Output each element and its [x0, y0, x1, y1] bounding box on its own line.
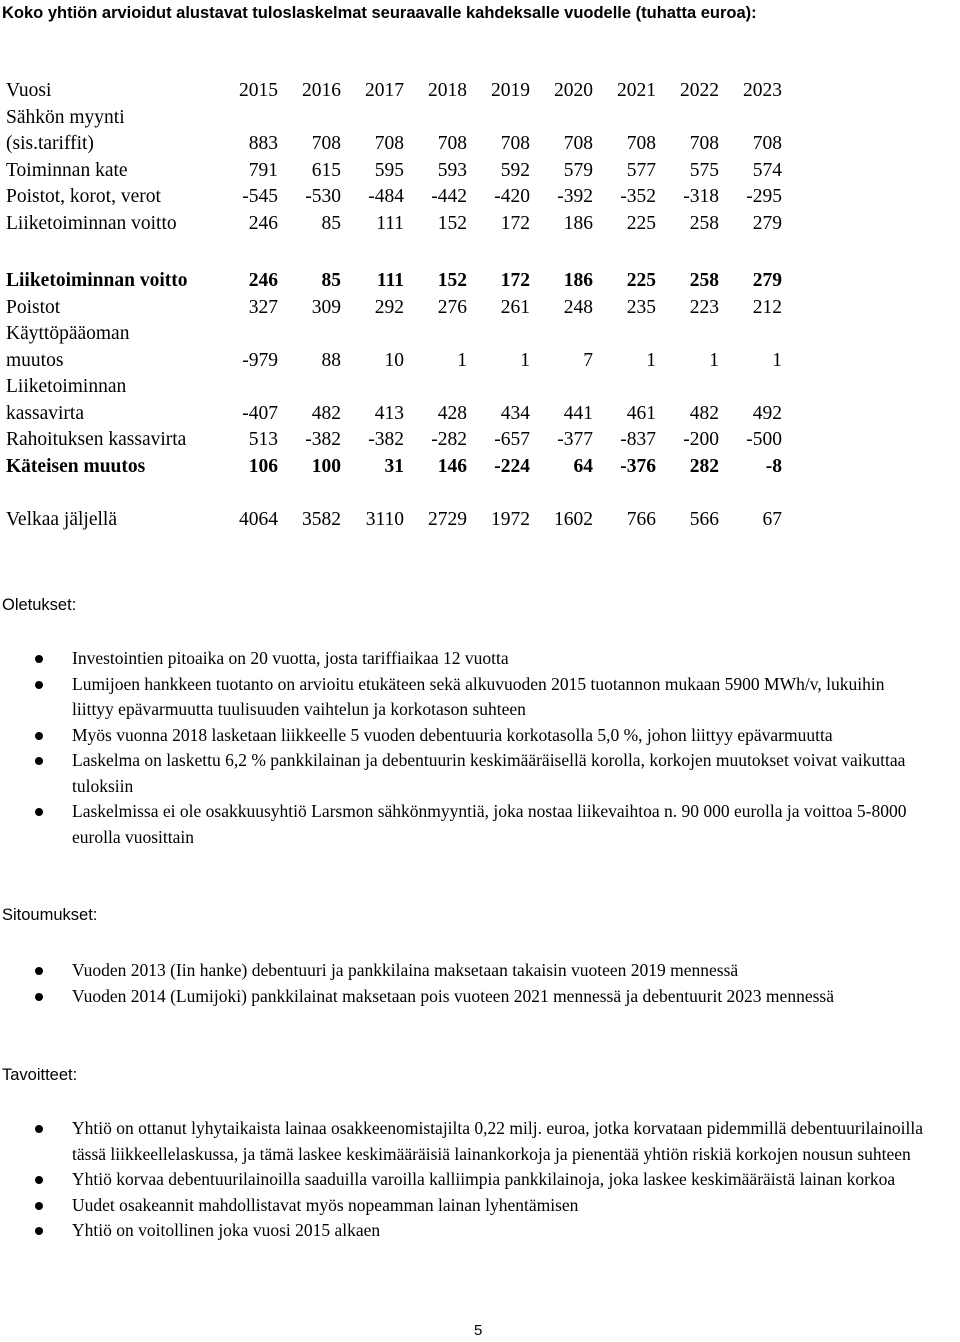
table-cell: 1602	[554, 509, 593, 530]
table-cell: 276	[437, 296, 467, 318]
table-cell: 279	[752, 212, 782, 234]
row-label: Toiminnan kate	[6, 159, 128, 181]
table-cell: 708	[563, 133, 593, 154]
table-cell: 708	[689, 133, 719, 154]
table-cell: 10	[384, 349, 404, 371]
list-item: Laskelma on laskettu 6,2 % pankkilainan ja debentuurin keskimääräisellä korolla, korkojen muutokset voivat vaikuttaa tuloksiin	[0, 748, 930, 799]
table-cell: 766	[626, 509, 656, 530]
table-cell: -382	[305, 429, 341, 450]
table-cell: -200	[683, 429, 719, 450]
table-cell: 186	[563, 212, 593, 234]
table-cell: -377	[557, 429, 593, 450]
table-cell: 67	[762, 509, 782, 530]
table-cell: 172	[500, 212, 530, 234]
list-item: Myös vuonna 2018 lasketaan liikkeelle 5 vuoden debentuuria korkotasolla 5,0 %, johon liittyy epävarmuutta	[0, 723, 930, 749]
table-cell: -500	[746, 429, 782, 450]
section-label-oletukset: Oletukset:	[2, 596, 77, 614]
year-cell: 2018	[428, 80, 467, 101]
table-cell: -224	[494, 455, 530, 477]
table-cell: 100	[311, 455, 341, 477]
year-cell: 2020	[554, 80, 593, 101]
year-cell: 2021	[617, 80, 656, 101]
table-cell: 791	[248, 159, 278, 181]
table-cell: 1	[709, 349, 719, 371]
table-cell: 292	[374, 296, 404, 318]
table-cell: -8	[765, 455, 782, 477]
table-cell: 577	[626, 159, 656, 181]
list-item: Investointien pitoaika on 20 vuotta, josta tariffiaikaa 12 vuotta	[0, 646, 930, 672]
table-cell: -530	[305, 186, 341, 207]
table-cell: 2729	[428, 509, 467, 530]
tavoitteet-list	[0, 1116, 930, 1244]
table-cell: 31	[384, 455, 404, 477]
row-label: Sähkön myynti	[6, 106, 125, 128]
table-cell: 258	[689, 212, 719, 234]
table-cell: 7	[583, 349, 593, 371]
table-cell: 88	[321, 349, 341, 371]
list-item: Vuoden 2014 (Lumijoki) pankkilainat maksetaan pois vuoteen 2021 mennessä ja debentuurit 2023 mennessä	[0, 984, 930, 1010]
table-cell: 575	[689, 159, 719, 181]
table-cell: 708	[500, 133, 530, 154]
table-cell: 327	[248, 296, 278, 318]
table-cell: 85	[321, 212, 341, 234]
table-cell: 279	[752, 270, 782, 291]
table-cell: -442	[431, 186, 467, 207]
year-cell: 2015	[239, 80, 278, 101]
row-label: Liiketoiminnan	[6, 376, 127, 397]
row-label: Rahoituksen kassavirta	[6, 429, 187, 450]
table-cell: 482	[689, 402, 719, 424]
table-cell: 708	[626, 133, 656, 154]
list-item: Laskelmissa ei ole osakkuusyhtiö Larsmon sähkönmyyntiä, joka nostaa liikevaihtoa n. 90 000 eurolla ja voittoa 5-8000 eurolla vuosittain	[0, 799, 930, 850]
table-cell: 513	[248, 429, 278, 450]
table-cell: 1	[646, 349, 656, 371]
row-label: Liiketoiminnan voitto	[6, 270, 188, 291]
table-cell: 566	[689, 509, 719, 530]
table-cell: 434	[500, 402, 530, 424]
table-cell: -420	[494, 186, 530, 207]
table-cell: 235	[626, 296, 656, 318]
table-cell: 615	[311, 159, 341, 181]
table-cell: 579	[563, 159, 593, 181]
year-cell: 2017	[365, 80, 404, 101]
table-cell: 4064	[239, 509, 278, 530]
table-cell: 1	[520, 349, 530, 371]
table-cell: 261	[500, 296, 530, 318]
table-cell: 258	[689, 270, 719, 291]
page-heading: Koko yhtiön arvioidut alustavat tuloslaskelmat seuraavalle kahdeksalle vuodelle (tuhatta euroa):	[2, 4, 757, 22]
year-cell: 2016	[302, 80, 341, 101]
table-cell: 152	[437, 270, 467, 291]
list-item: Yhtiö on ottanut lyhytaikaista lainaa osakkeenomistajilta 0,22 milj. euroa, jotka korvataan pidemmillä debentuurilainoilla tässä liikkeellelaskussa, ja tämä laskee keskimääräisiä lainankorkoja ja pienentää yhtiön riskiä korkojen nousun suhteen	[0, 1116, 930, 1167]
table-cell: 708	[311, 133, 341, 154]
section-label-tavoitteet: Tavoitteet:	[2, 1066, 78, 1084]
list-item: Yhtiö on voitollinen joka vuosi 2015 alkaen	[0, 1218, 930, 1244]
table-cell: -545	[242, 186, 278, 207]
table-cell: 574	[752, 159, 782, 181]
table-cell: 212	[752, 296, 782, 318]
row-label: Käyttöpääoman	[6, 323, 130, 344]
table-cell: 708	[374, 133, 404, 154]
page-number: 5	[474, 1322, 483, 1339]
table-cell: 186	[563, 270, 593, 291]
table-cell: 309	[311, 296, 341, 318]
table-cell: 1	[457, 349, 467, 371]
table-cell: 225	[626, 212, 656, 234]
section-label-sitoumukset: Sitoumukset:	[2, 906, 98, 924]
table-cell: -376	[620, 455, 656, 477]
year-cell: 2023	[743, 80, 782, 101]
table-cell: 593	[437, 159, 467, 181]
table-cell: 111	[376, 270, 404, 291]
table-cell: 413	[374, 402, 404, 424]
row-label: Käteisen muutos	[6, 455, 146, 477]
table-cell: 883	[248, 133, 278, 154]
table-cell: 223	[689, 296, 719, 318]
row-label: Liiketoiminnan voitto	[6, 212, 177, 234]
table-cell: -282	[431, 429, 467, 450]
table-cell: 246	[248, 212, 278, 234]
table-cell: 85	[321, 270, 341, 291]
table-cell: 708	[437, 133, 467, 154]
table-cell: -837	[620, 429, 656, 450]
table-cell: 106	[248, 455, 278, 477]
table-cell: -484	[368, 186, 404, 207]
table-cell: -295	[746, 186, 782, 207]
table-cell: 441	[563, 402, 593, 424]
table-cell: 248	[563, 296, 593, 318]
year-cell: 2019	[491, 80, 530, 101]
row-label: Velkaa jäljellä	[6, 509, 117, 530]
list-item: Lumijoen hankkeen tuotanto on arvioitu etukäteen sekä alkuvuoden 2015 tuotannon mukaan 5900 MWh/v, lukuihin liittyy epävarmuutta tuulisuuden vaihtelun ja korkotason suhteen	[0, 672, 930, 723]
table-cell: 1	[772, 349, 782, 371]
table-cell: 146	[437, 455, 467, 477]
row-label: muutos	[6, 349, 64, 371]
table-cell: -392	[557, 186, 593, 207]
table-cell: -352	[620, 186, 656, 207]
row-label: (sis.tariffit)	[6, 133, 94, 154]
year-cell: 2022	[680, 80, 719, 101]
table-cell: 482	[311, 402, 341, 424]
table-cell: 595	[374, 159, 404, 181]
row-label: Poistot, korot, verot	[6, 186, 161, 207]
table-cell: 152	[437, 212, 467, 234]
table-cell: -407	[242, 402, 278, 424]
table-cell: 172	[500, 270, 530, 291]
list-item: Vuoden 2013 (Iin hanke) debentuuri ja pankkilaina maksetaan takaisin vuoteen 2019 mennessä	[0, 958, 930, 984]
list-item: Yhtiö korvaa debentuurilainoilla saaduilla varoilla kalliimpia pankkilainoja, joka laskee keskimääräistä lainan korkoa	[0, 1167, 930, 1193]
table-cell: 3582	[302, 509, 341, 530]
list-item: Uudet osakeannit mahdollistavat myös nopeamman lainan lyhentämisen	[0, 1193, 930, 1219]
table-cell: -979	[242, 349, 278, 371]
row-label: kassavirta	[6, 402, 84, 424]
table-cell: 592	[500, 159, 530, 181]
table-cell: -382	[368, 429, 404, 450]
table-cell: 1972	[491, 509, 530, 530]
table-cell: 64	[573, 455, 593, 477]
oletukset-list	[0, 646, 930, 850]
table-cell: 428	[437, 402, 467, 424]
row-label: Poistot	[6, 296, 61, 318]
table-cell: -657	[494, 429, 530, 450]
sitoumukset-list	[0, 958, 930, 1009]
table-cell: 282	[689, 455, 719, 477]
table-cell: 461	[626, 402, 656, 424]
table-cell: 246	[248, 270, 278, 291]
table-cell: 225	[626, 270, 656, 291]
table-cell: -318	[683, 186, 719, 207]
year-label: Vuosi	[6, 80, 52, 101]
table-cell: 708	[752, 133, 782, 154]
table-cell: 111	[376, 212, 404, 234]
table-cell: 3110	[365, 509, 404, 530]
table-cell: 492	[752, 402, 782, 424]
